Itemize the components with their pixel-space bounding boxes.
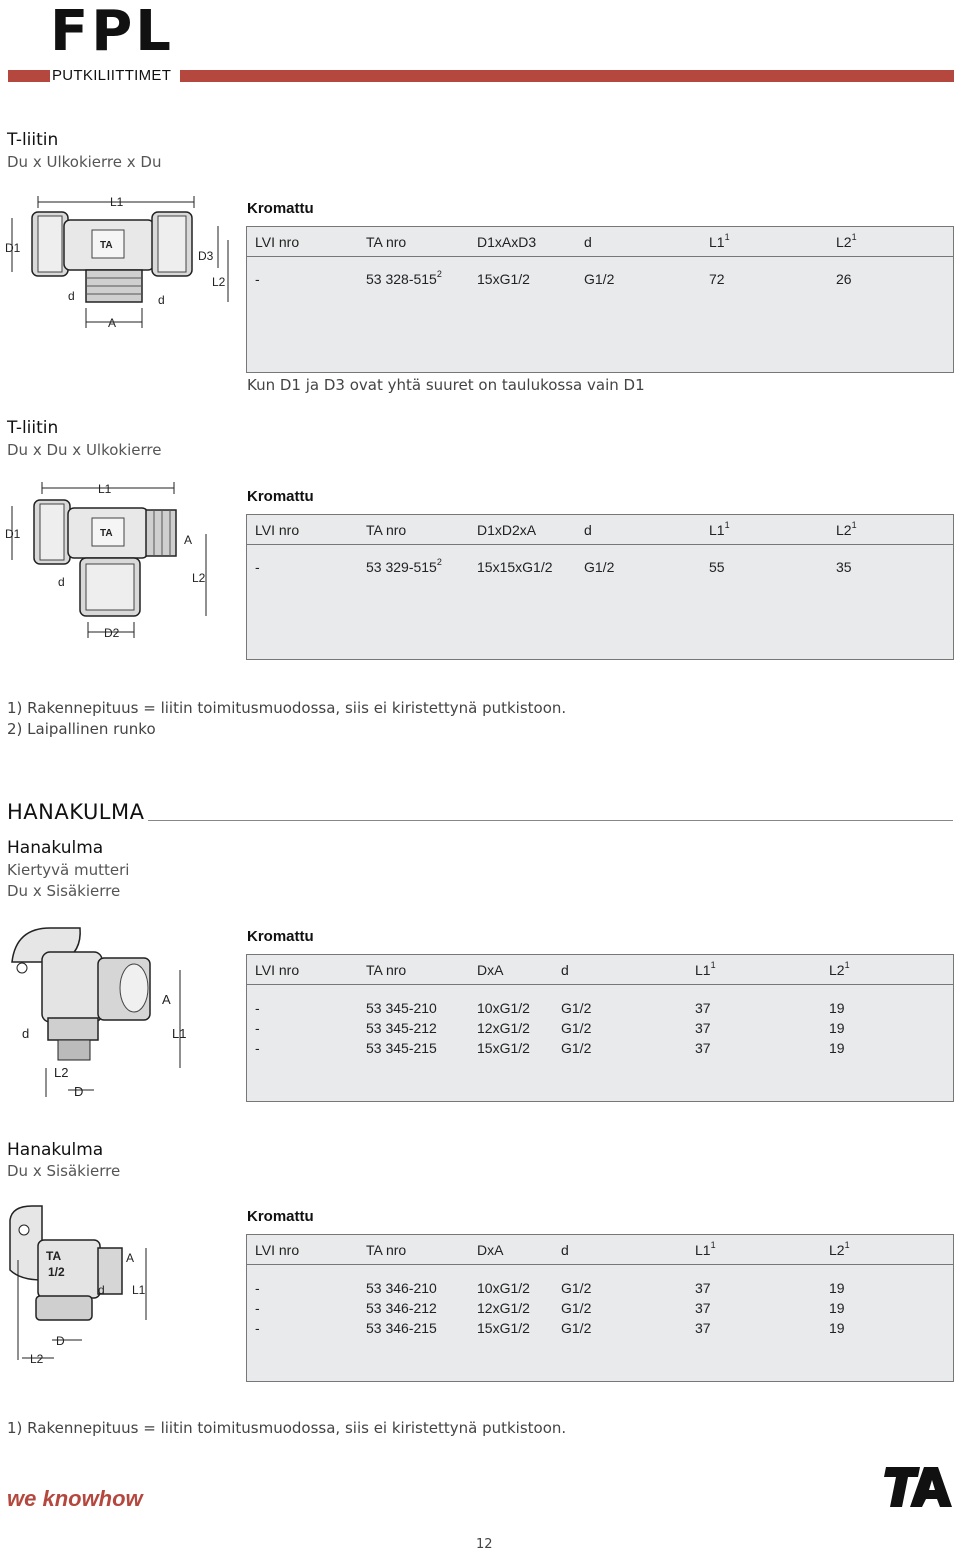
footnote: 1) Rakennepituus = liitin toimitusmuodossa, siis ei kiristettynä putkistoon. [7,1419,567,1437]
dim-label: d [68,289,75,303]
t-fitting-drawing [2,478,238,643]
col-header: $L1^1$ [709,520,730,538]
finish-label: Kromattu [247,1208,314,1225]
dim-label: d [22,1026,30,1041]
dim-label: D [56,1334,65,1348]
col-header: $L2^1$ [829,1240,850,1258]
dim-label: D1 [5,241,21,255]
dim-label: L1 [110,195,124,209]
col-header: TA nro [366,522,407,538]
svg-text:TA: TA [100,528,113,539]
col-header: TA nro [366,962,407,978]
fitting-mark: TA [46,1249,62,1263]
t-fitting-drawing [2,190,238,335]
col-header: d [584,522,592,538]
section-label: PUTKILIITTIMET [52,67,172,84]
product-title: Hanakulma [7,838,104,858]
col-header: $L2^1$ [836,520,857,538]
dim-label: L1 [172,1026,187,1041]
product-table: LVI nro TA nro DxA d $L1^1$ $L2^1$ - 53 345-210 10xG1/2 G1/2 37 19 - 53 345-212 12xG1/2 G1/2 37 19 - 53 345-215 15xG1/2 G1/2 37 19 [246,954,954,1102]
dim-label: A [126,1251,135,1265]
product-subtitle: Du x Sisäkierre [7,1162,121,1180]
col-header: $L1^1$ [695,960,716,978]
product-title: Hanakulma [7,1140,104,1160]
table-header [247,955,953,985]
table-header [247,1235,953,1265]
table-header [247,227,953,257]
col-header: D1xD2xA [477,522,537,538]
dim-label: d [158,293,165,307]
dim-label: d [98,1283,105,1297]
col-header: TA nro [366,234,407,250]
header-rule-left [8,70,50,82]
dim-label: L1 [132,1283,146,1297]
dim-label: A [108,316,117,330]
col-header: $L2^1$ [829,960,850,978]
col-header: LVI nro [255,522,300,538]
section-rule [148,820,953,821]
product-subtitle: Kiertyvä mutteri [7,861,130,879]
dim-label: D2 [104,626,120,640]
dim-label: L2 [54,1065,69,1080]
col-header: LVI nro [255,234,300,250]
dim-label: L1 [98,482,112,496]
col-header: DxA [477,962,504,978]
col-header: d [561,962,569,978]
svg-text:TA: TA [100,240,113,251]
elbow-fitting-drawing [2,1200,238,1370]
product-title: T-liitin [7,130,59,150]
dim-label: L2 [30,1352,44,1366]
col-header: TA nro [366,1242,407,1258]
finish-label: Kromattu [247,928,314,945]
dim-label: A [184,533,193,547]
fitting-mark: 1/2 [48,1265,65,1279]
table-header [247,515,953,545]
product-table: LVI nro TA nro DxA d $L1^1$ $L2^1$ - 53 346-210 10xG1/2 G1/2 37 19 - 53 346-212 12xG1/2 G1/2 37 19 - 53 346-215 15xG1/2 G1/2 37 19 [246,1234,954,1382]
footnote: 2) Laipallinen runko [7,720,156,738]
page-number: 12 [476,1537,493,1552]
brand-title: FPL [50,0,174,64]
product-subtitle: Du x Du x Ulkokierre [7,441,162,459]
col-header: $L2^1$ [836,232,857,250]
dim-label: D1 [5,527,21,541]
product-title: T-liitin [7,418,59,438]
col-header: $L1^1$ [695,1240,716,1258]
section-heading: HANAKULMA [7,800,145,824]
dim-label: A [162,992,171,1007]
col-header: LVI nro [255,1242,300,1258]
dim-label: L2 [192,571,206,585]
col-header: $L1^1$ [709,232,730,250]
ta-logo [884,1463,954,1513]
col-header: LVI nro [255,962,300,978]
product-table: LVI nro TA nro D1xD2xA d $L1^1$ $L2^1$ - 53 $329-515^2$ 15x15xG1/2 G1/2 55 35 [246,514,954,660]
col-header: D1xAxD3 [477,234,537,250]
table-note: Kun D1 ja D3 ovat yhtä suuret on taulukossa vain D1 [247,376,645,394]
product-table: LVI nro TA nro D1xAxD3 d $L1^1$ $L2^1$ - 53 $328-515^2$ 15xG1/2 G1/2 72 26 [246,226,954,373]
dim-label: L2 [212,275,226,289]
elbow-fitting-drawing [2,922,238,1107]
finish-label: Kromattu [247,488,314,505]
col-header: d [561,1242,569,1258]
dim-label: D3 [198,249,214,263]
product-subtitle: Du x Sisäkierre [7,882,121,900]
header-rule-right [180,70,954,82]
product-subtitle: Du x Ulkokierre x Du [7,153,162,171]
col-header: d [584,234,592,250]
col-header: DxA [477,1242,504,1258]
slogan: we knowhow [7,1486,143,1511]
finish-label: Kromattu [247,200,314,217]
footnote: 1) Rakennepituus = liitin toimitusmuodossa, siis ei kiristettynä putkistoon. [7,699,567,717]
dim-label: d [58,575,65,589]
dim-label: D [74,1084,84,1099]
